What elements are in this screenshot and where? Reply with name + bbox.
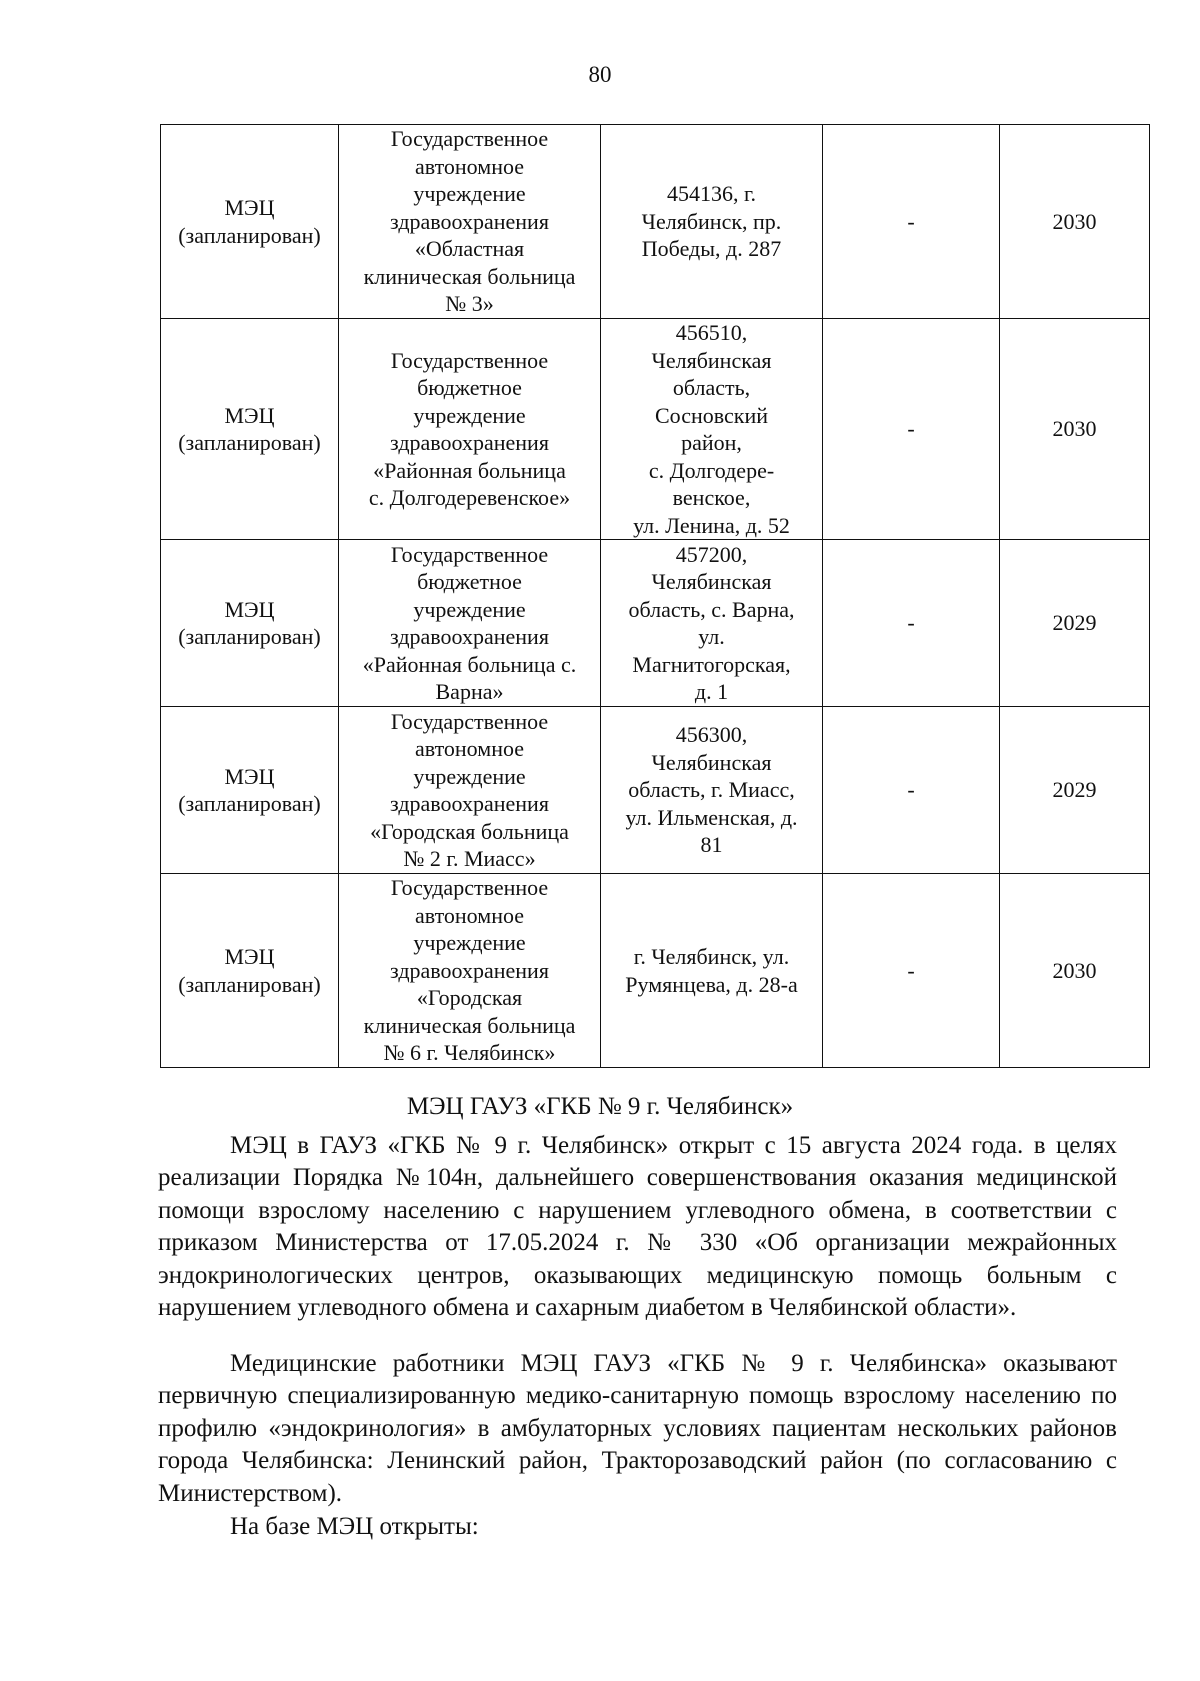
- endocrine-centers-table: [160, 124, 1150, 1068]
- cell-year: 2030: [1000, 319, 1150, 540]
- line: д. 1: [694, 679, 729, 704]
- line: учреждение: [413, 763, 526, 789]
- paragraph: Медицинские работники МЭЦ ГАУЗ «ГКБ № 9 г. Челябинска» оказывают первичную специализированную медико-санитарную помощь взрослому населению по профилю «эндокринология» в амбулаторных условиях пациентам нескольких районов города Челябинска: Ленинский район, Тракторозаводский район (по согласованию с Министерством).: [158, 1350, 1117, 1507]
- line: клиническая больница: [363, 1012, 576, 1038]
- line: бюджетное: [417, 569, 522, 594]
- line: 454136, г.: [666, 181, 757, 207]
- cell-address: [601, 707, 823, 874]
- line: Румянцева, д. 28-а: [625, 971, 798, 997]
- line: Варна»: [435, 679, 504, 704]
- line: бюджетное: [417, 375, 522, 400]
- line: Государственное: [390, 708, 549, 734]
- cell-organization: [339, 707, 601, 874]
- line: Челябинская: [651, 569, 772, 594]
- line: Магнитогорская,: [632, 651, 791, 677]
- line: Государственное: [390, 126, 549, 152]
- cell-dash: -: [823, 125, 1000, 319]
- cell-organization: [339, 125, 601, 319]
- line: автономное: [414, 902, 524, 928]
- line: Государственное: [390, 541, 549, 567]
- line: «Городская: [416, 985, 523, 1011]
- cell-dash: -: [823, 707, 1000, 874]
- cell-type: [161, 707, 339, 874]
- line: учреждение: [413, 596, 526, 622]
- line: Победы, д. 287: [641, 236, 782, 262]
- cell-address: [601, 319, 823, 540]
- line: МЭЦ: [224, 763, 275, 789]
- cell-organization: [339, 319, 601, 540]
- page-number: 80: [588, 62, 612, 87]
- line: «Районная больница: [373, 457, 566, 483]
- cell-dash: -: [823, 874, 1000, 1068]
- line: Челябинск, пр.: [641, 208, 782, 234]
- line: № 6 г. Челябинск»: [383, 1040, 556, 1066]
- section-heading: МЭЦ ГАУЗ «ГКБ № 9 г. Челябинск»: [406, 1093, 794, 1120]
- line: учреждение: [413, 181, 526, 207]
- cell-type: [161, 319, 339, 540]
- table-row: [161, 125, 1150, 319]
- line: (запланирован): [178, 971, 321, 997]
- line: автономное: [414, 153, 524, 179]
- line: (запланирован): [178, 624, 321, 649]
- cell-dash: -: [823, 319, 1000, 540]
- line: клиническая больница: [363, 263, 576, 289]
- line: № 2 г. Миасс»: [403, 846, 536, 871]
- line: 81: [700, 832, 723, 858]
- line: здравоохранения: [390, 208, 549, 234]
- line: г. Челябинск, ул.: [633, 944, 790, 969]
- cell-year: 2030: [1000, 874, 1150, 1068]
- line: 456510,: [675, 320, 748, 345]
- cell-address: [601, 540, 823, 707]
- line: 456300,: [675, 722, 748, 748]
- table-row: [161, 874, 1150, 1068]
- line: (запланирован): [178, 430, 321, 455]
- table-body: [161, 125, 1150, 1068]
- line: Сосновский: [654, 402, 769, 428]
- cell-address: [601, 874, 823, 1068]
- cell-year: 2029: [1000, 707, 1150, 874]
- line: здравоохранения: [390, 957, 549, 983]
- table-row: [161, 540, 1150, 707]
- line: венское,: [672, 485, 751, 510]
- line: область,: [672, 375, 751, 400]
- cell-organization: [339, 540, 601, 707]
- line: Государственное: [390, 875, 549, 901]
- line: ул. Ленина, д. 52: [633, 512, 790, 538]
- line: учреждение: [413, 930, 526, 956]
- cell-type: [161, 125, 339, 319]
- line: учреждение: [413, 402, 526, 428]
- cell-organization: [339, 874, 601, 1068]
- cell-dash: -: [823, 540, 1000, 707]
- line: Государственное: [390, 347, 549, 373]
- line: «Городская больница: [370, 818, 569, 844]
- line: Челябинская: [651, 749, 772, 775]
- cell-year: 2030: [1000, 125, 1150, 319]
- line: № 3»: [445, 291, 494, 317]
- cell-address: [601, 125, 823, 319]
- paragraph: На базе МЭЦ открыты:: [230, 1513, 479, 1540]
- line: (запланирован): [178, 222, 321, 248]
- line: (запланирован): [178, 791, 321, 816]
- line: 457200,: [675, 541, 748, 567]
- line: МЭЦ: [224, 944, 275, 969]
- cell-type: [161, 874, 339, 1068]
- table-row: [161, 319, 1150, 540]
- line: ул.: [698, 624, 725, 649]
- table-row: [161, 707, 1150, 874]
- line: область, г. Миасс,: [628, 777, 795, 803]
- paragraph: МЭЦ в ГАУЗ «ГКБ № 9 г. Челябинск» открыт с 15 августа 2024 года. в целях реализации Порядка №104н, дальнейшего совершенствования оказания медицинской помощи взрослому населению с нарушением углеводного обмена, в соответствии с приказом Министерства от 17.05.2024 г. № 330 «Об организации межрайонных эндокринологических центров, оказывающих медицинскую помощь больным с нарушением углеводного обмена и сахарным диабетом в Челябинской области».: [158, 1132, 1117, 1322]
- line: здравоохранения: [390, 624, 549, 649]
- line: с. Долгодеревенское»: [368, 485, 571, 510]
- line: МЭЦ: [224, 402, 275, 428]
- line: район,: [681, 430, 742, 455]
- line: здравоохранения: [390, 791, 549, 816]
- line: «Областная: [414, 236, 525, 262]
- line: МЭЦ: [224, 195, 275, 220]
- cell-type: [161, 540, 339, 707]
- line: область, с. Варна,: [628, 596, 795, 622]
- line: ул. Ильменская, д.: [625, 804, 798, 830]
- line: здравоохранения: [390, 430, 549, 455]
- line: с. Долгодере-: [648, 457, 775, 483]
- cell-year: 2029: [1000, 540, 1150, 707]
- line: Челябинская: [651, 347, 772, 373]
- line: автономное: [414, 736, 524, 761]
- line: «Районная больница с.: [362, 651, 577, 677]
- line: МЭЦ: [224, 596, 275, 622]
